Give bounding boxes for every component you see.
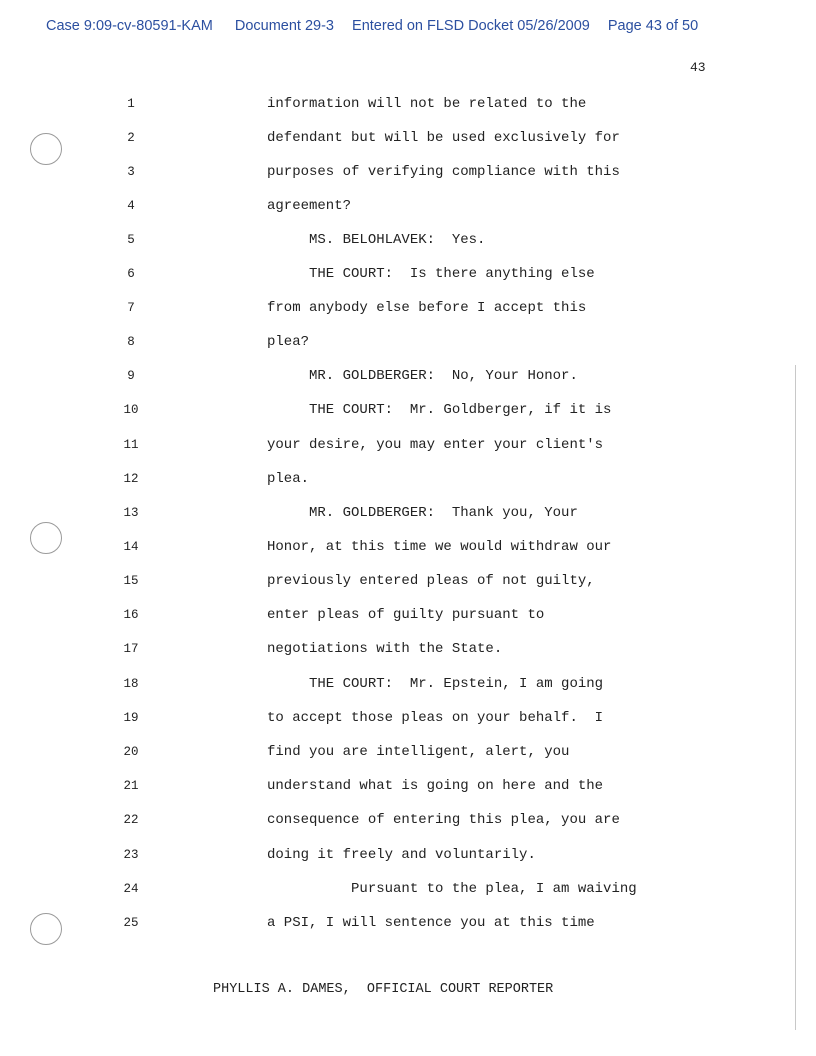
line-text: plea? <box>267 334 310 350</box>
line-number: 11 <box>123 438 139 452</box>
line-number: 17 <box>123 642 139 656</box>
line-number: 7 <box>127 301 135 315</box>
transcript-line <box>0 366 816 386</box>
line-number: 14 <box>123 540 139 554</box>
line-number: 5 <box>127 233 135 247</box>
transcript-line <box>0 708 816 728</box>
transcript-line <box>0 879 816 899</box>
line-text: from anybody else before I accept this <box>267 300 587 316</box>
line-number: 22 <box>123 813 139 827</box>
line-number: 1 <box>127 97 135 111</box>
transcript-line <box>0 94 816 114</box>
transcript-line <box>0 298 816 318</box>
line-number: 16 <box>123 608 139 622</box>
line-number: 3 <box>127 165 135 179</box>
transcript-line <box>0 537 816 557</box>
transcript-line <box>0 503 816 523</box>
line-text: doing it freely and voluntarily. <box>267 847 536 863</box>
line-number: 18 <box>123 677 139 691</box>
line-number: 13 <box>123 506 139 520</box>
line-text: negotiations with the State. <box>267 641 503 657</box>
entered-date: Entered on FLSD Docket 05/26/2009 <box>352 18 590 34</box>
document-number: Document 29-3 <box>234 18 334 34</box>
line-text: to accept those pleas on your behalf. I <box>267 710 604 726</box>
page-of-total: Page 43 of 50 <box>607 18 699 34</box>
transcript-line <box>0 742 816 762</box>
line-number: 23 <box>123 848 139 862</box>
court-reporter-footer: PHYLLIS A. DAMES, OFFICIAL COURT REPORTER <box>213 982 554 997</box>
line-number: 25 <box>123 916 139 930</box>
line-text: find you are intelligent, alert, you <box>267 744 570 760</box>
line-number: 21 <box>123 779 139 793</box>
line-text: your desire, you may enter your client's <box>267 437 604 453</box>
transcript-line <box>0 639 816 659</box>
line-number: 2 <box>127 131 135 145</box>
transcript-line <box>0 674 816 694</box>
line-text: MR. GOLDBERGER: No, Your Honor. <box>267 368 578 384</box>
line-text: Honor, at this time we would withdraw our <box>267 539 612 555</box>
line-number: 9 <box>127 369 135 383</box>
transcript-line <box>0 162 816 182</box>
line-text: THE COURT: Mr. Epstein, I am going <box>267 676 604 692</box>
transcript-line <box>0 571 816 591</box>
line-text: information will not be related to the <box>267 96 587 112</box>
transcript-line <box>0 400 816 420</box>
transcript-line <box>0 469 816 489</box>
line-text: purposes of verifying compliance with this <box>267 164 620 180</box>
case-number: Case 9:09-cv-80591-KAM <box>46 18 213 34</box>
line-text: THE COURT: Is there anything else <box>267 266 595 282</box>
line-text: enter pleas of guilty pursuant to <box>267 607 545 623</box>
transcript-line <box>0 776 816 796</box>
line-number: 4 <box>127 199 135 213</box>
line-number: 19 <box>123 711 139 725</box>
line-number: 20 <box>123 745 139 759</box>
line-text: plea. <box>267 471 310 487</box>
transcript-line <box>0 196 816 216</box>
line-text: defendant but will be used exclusively for <box>267 130 620 146</box>
line-text: previously entered pleas of not guilty, <box>267 573 595 589</box>
transcript-line <box>0 845 816 865</box>
line-number: 12 <box>123 472 139 486</box>
line-text: MS. BELOHLAVEK: Yes. <box>267 232 486 248</box>
line-number: 15 <box>123 574 139 588</box>
line-text: agreement? <box>267 198 352 214</box>
line-text: understand what is going on here and the <box>267 778 604 794</box>
transcript-page-number: 43 <box>690 60 706 75</box>
transcript-line <box>0 810 816 830</box>
transcript-line <box>0 128 816 148</box>
line-text: consequence of entering this plea, you are <box>267 812 620 828</box>
transcript-line <box>0 913 816 933</box>
transcript-line <box>0 605 816 625</box>
docket-header <box>46 18 796 34</box>
line-number: 6 <box>127 267 135 281</box>
line-number: 10 <box>123 403 139 417</box>
transcript-line <box>0 264 816 284</box>
line-text: THE COURT: Mr. Goldberger, if it is <box>267 402 612 418</box>
transcript-line <box>0 435 816 455</box>
transcript-line <box>0 332 816 352</box>
line-number: 24 <box>123 882 139 896</box>
transcript-line <box>0 230 816 250</box>
line-text: MR. GOLDBERGER: Thank you, Your <box>267 505 578 521</box>
line-number: 8 <box>127 335 135 349</box>
line-text: Pursuant to the plea, I am waiving <box>267 881 637 897</box>
line-text: a PSI, I will sentence you at this time <box>267 915 595 931</box>
